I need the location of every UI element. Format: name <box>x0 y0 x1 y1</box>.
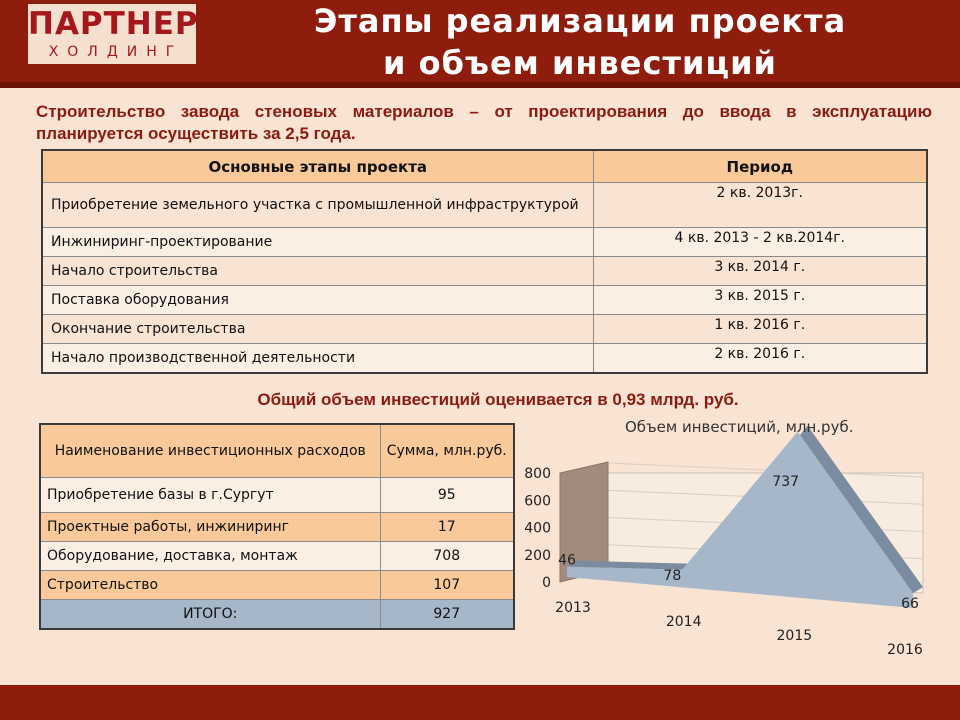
table-row <box>42 315 927 344</box>
expense-amount-cell: 107 <box>380 571 514 600</box>
x-tick-label: 2014 <box>665 614 702 630</box>
table-row <box>42 183 927 228</box>
period-cell: 2 кв. 2013г. <box>593 183 927 228</box>
stage-cell: Приобретение земельного участка с промышленной инфраструктурой <box>42 183 593 228</box>
expense-name-cell: Оборудование, доставка, монтаж <box>40 542 380 571</box>
table-row <box>40 478 514 513</box>
intro-text: Строительство завода стеновых материалов – от проектирования до ввода в эксплуатацию планируется осуществить за 2,5 года. <box>36 102 932 143</box>
company-logo <box>28 4 199 64</box>
chart-x-axis <box>555 600 923 658</box>
stage-cell: Начало производственной деятельности <box>42 344 593 374</box>
total-row <box>40 600 514 630</box>
expense-amount-cell: 17 <box>380 513 514 542</box>
table-row <box>40 542 514 571</box>
title-line-2: и объем инвестиций <box>383 44 777 82</box>
logo-name: ПАРТНЕР <box>28 6 199 42</box>
total-label-cell: ИТОГО: <box>40 600 380 630</box>
stage-cell: Окончание строительства <box>42 315 593 344</box>
expense-name-cell: Строительство <box>40 571 380 600</box>
period-cell: 3 кв. 2015 г. <box>593 286 927 315</box>
expense-amount-cell: 708 <box>380 542 514 571</box>
investment-total-text: Общий объем инвестиций оценивается в 0,93 млрд. руб. <box>257 390 739 409</box>
period-cell: 4 кв. 2013 - 2 кв.2014г. <box>593 228 927 257</box>
title-line-1: Этапы реализации проекта <box>313 2 847 40</box>
x-tick-label: 2016 <box>887 642 923 658</box>
x-tick-label: 2015 <box>776 628 813 644</box>
investment-chart <box>515 410 945 665</box>
stage-cell: Поставка оборудования <box>42 286 593 315</box>
stages-header-stage: Основные этапы проекта <box>42 150 593 183</box>
page-title <box>230 0 930 84</box>
stage-cell: Начало строительства <box>42 257 593 286</box>
expense-name-cell: Проектные работы, инжиниринг <box>40 513 380 542</box>
period-cell: 1 кв. 2016 г. <box>593 315 927 344</box>
y-tick-label: 200 <box>524 547 551 564</box>
table-row <box>42 344 927 374</box>
investment-table <box>39 423 515 630</box>
expense-amount-cell: 95 <box>380 478 514 513</box>
table-row <box>40 571 514 600</box>
y-tick-label: 0 <box>542 575 551 591</box>
period-cell: 3 кв. 2014 г. <box>593 257 927 286</box>
investment-header-amount: Сумма, млн.руб. <box>380 424 514 478</box>
table-row <box>42 228 927 257</box>
table-row <box>42 286 927 315</box>
investment-header-name: Наименование инвестиционных расходов <box>40 424 380 478</box>
table-row <box>40 513 514 542</box>
investment-header-row <box>40 424 514 478</box>
chart-y-axis <box>524 466 551 591</box>
header-bar <box>0 0 960 88</box>
y-tick-label: 600 <box>524 493 551 510</box>
stage-cell: Инжиниринг-проектирование <box>42 228 593 257</box>
x-tick-label: 2013 <box>555 600 591 616</box>
y-tick-label: 800 <box>524 466 551 482</box>
expense-name-cell: Приобретение базы в г.Сургут <box>40 478 380 513</box>
stages-table <box>41 149 928 374</box>
data-label: 46 <box>558 552 576 569</box>
logo-subtitle: ХОЛДИНГ <box>48 44 184 60</box>
stages-header-period: Период <box>593 150 927 183</box>
total-amount-cell: 927 <box>380 600 514 630</box>
footer-bar <box>0 685 960 720</box>
chart-title: Объем инвестиций, млн.руб. <box>625 418 854 436</box>
data-label: 737 <box>772 473 800 490</box>
stages-header-row <box>42 150 927 183</box>
y-tick-label: 400 <box>524 520 551 537</box>
data-label: 78 <box>663 567 682 584</box>
data-label: 66 <box>901 596 919 613</box>
period-cell: 2 кв. 2016 г. <box>593 344 927 374</box>
table-row <box>42 257 927 286</box>
